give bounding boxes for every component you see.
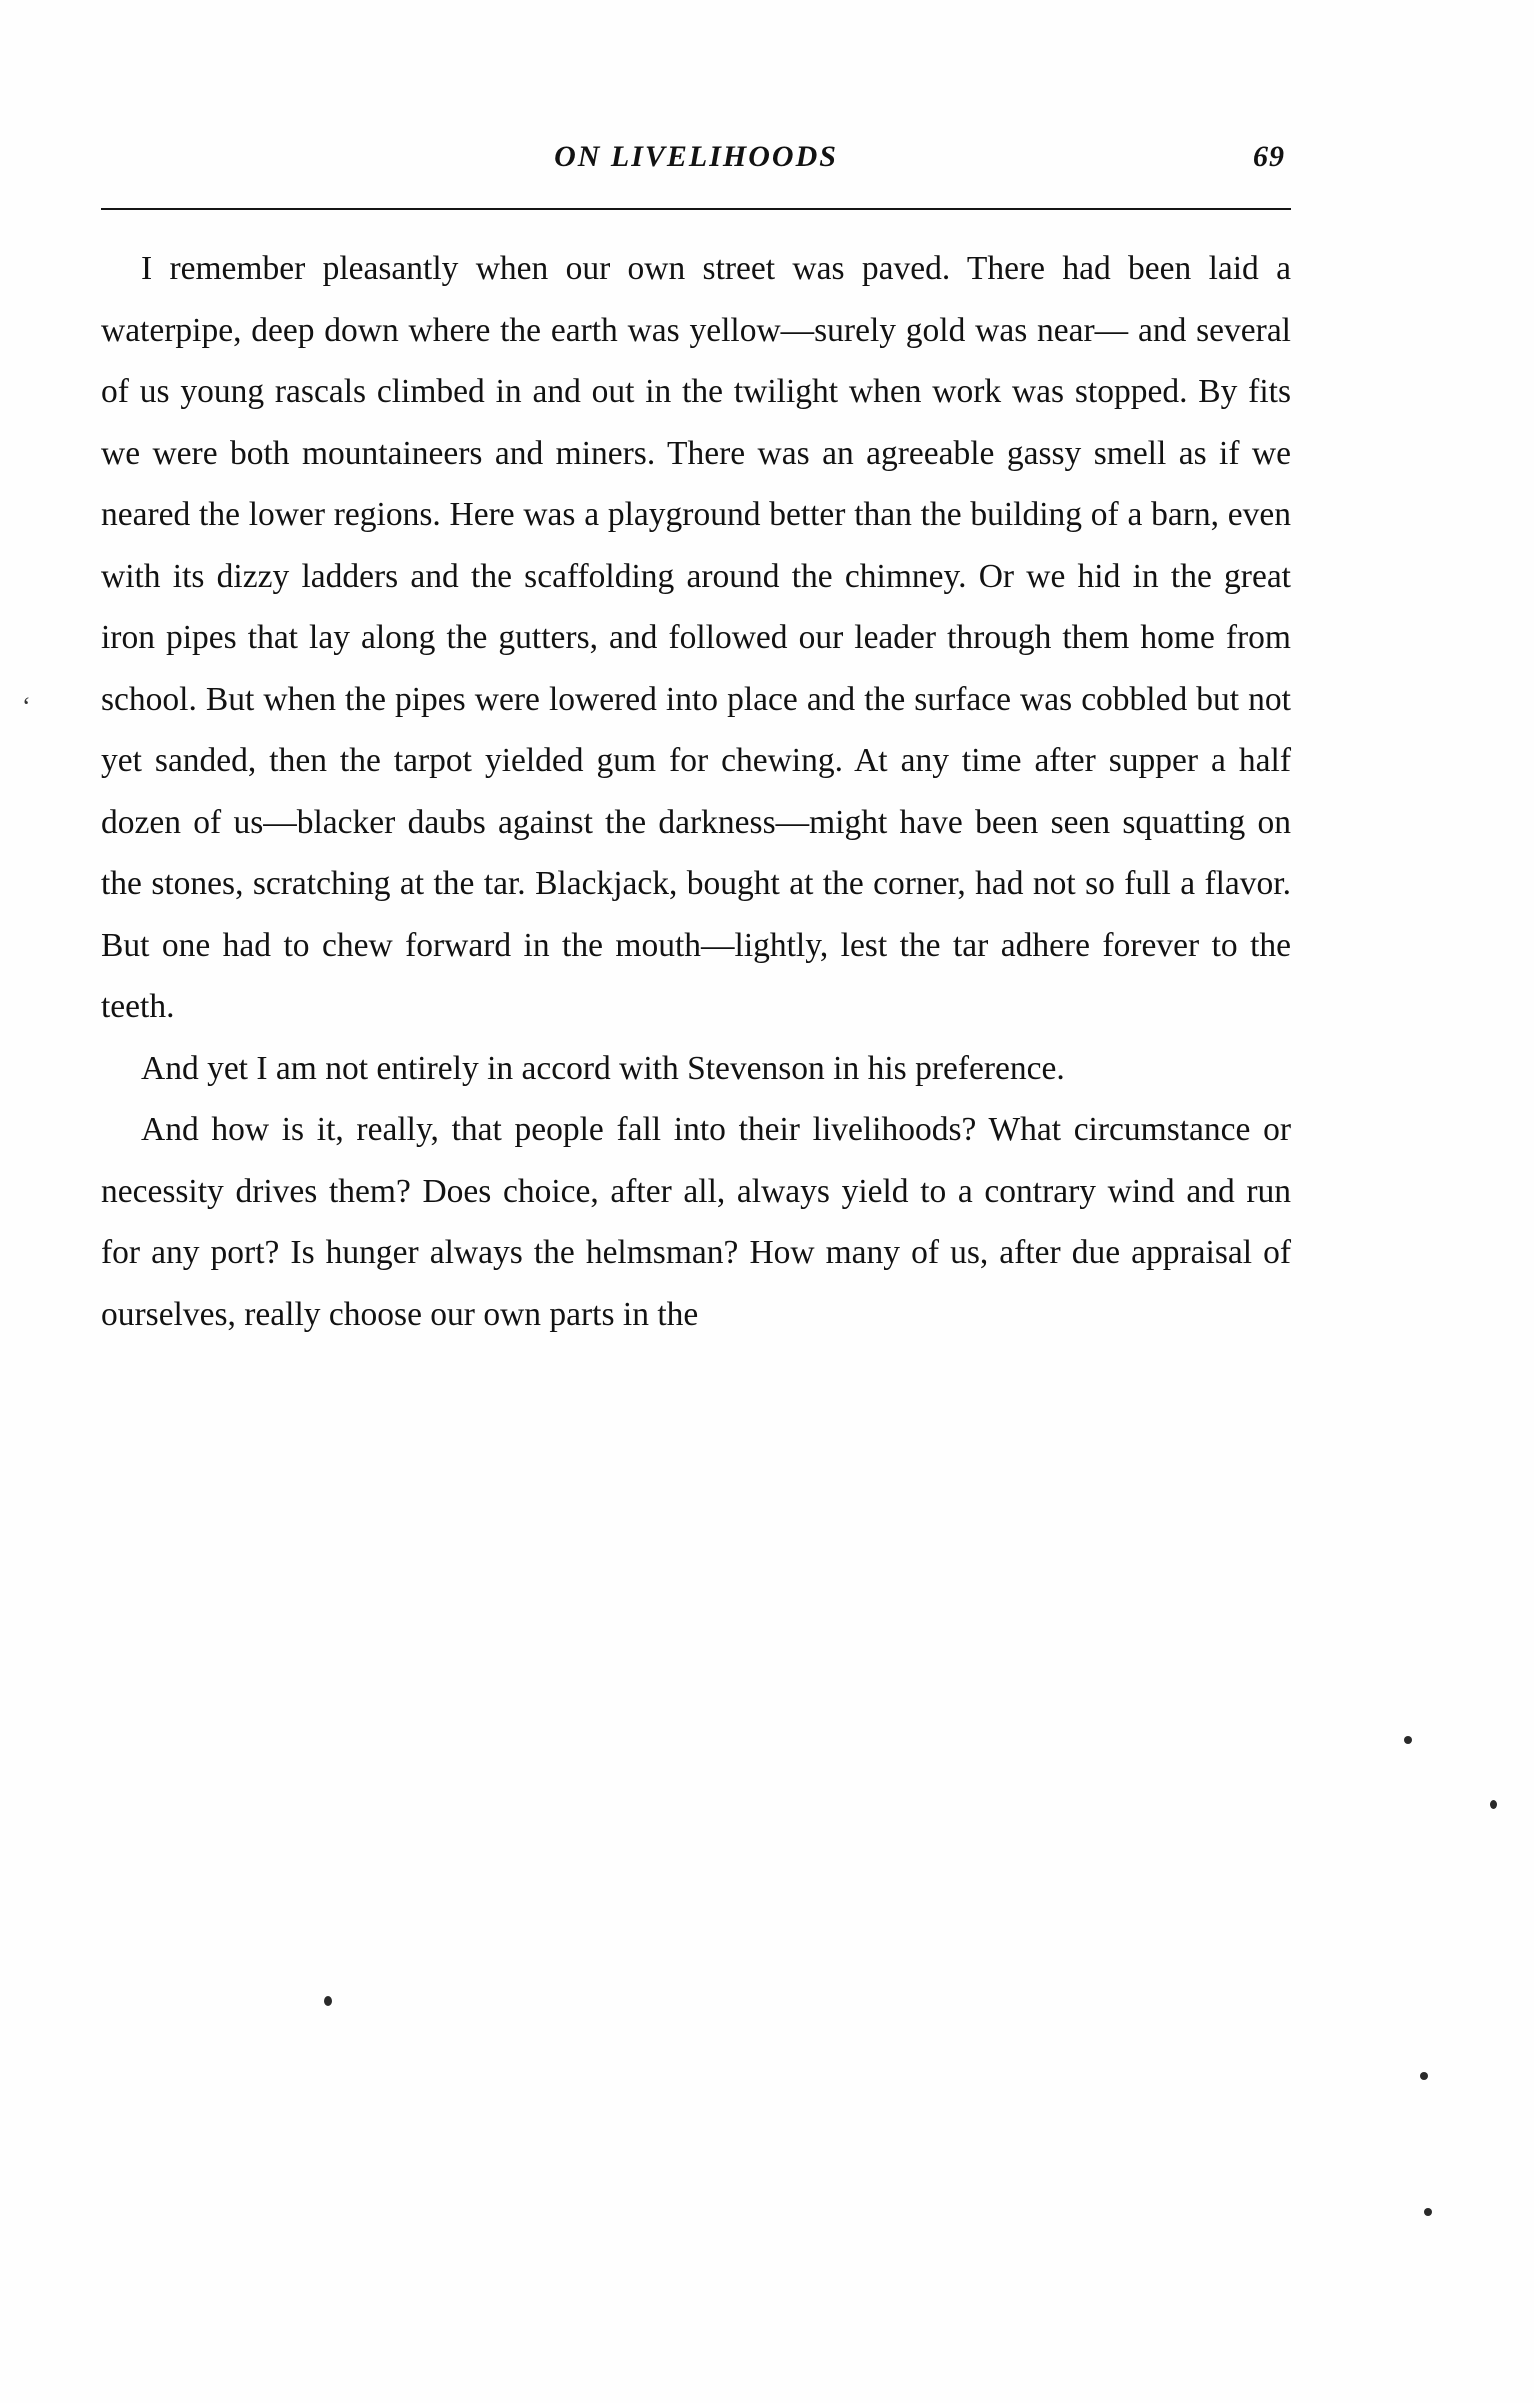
running-head [101,140,1291,202]
scan-speck [1424,2208,1432,2216]
scan-speck [324,1996,332,2006]
paragraph: And how is it, really, that people fall into their livelihoods? What circumstance or necessity drives them? Does choice, after all, always yield to a contrary wind and run for any port? Is hunger always the helmsman? How many of us, after due appraisal of ourselves, really choose our own parts in the [101,1111,1291,1333]
page-content [95,140,1350,1345]
header-rule [101,208,1291,210]
scan-speck [1420,2072,1428,2080]
scan-speck [1404,1736,1412,1744]
page-number: 69 [1253,140,1285,173]
body-text [101,238,1291,1345]
paragraph: And yet I am not entirely in accord with Stevenson in his preference. [141,1049,1065,1087]
paragraph: I remember pleasantly when our own street was paved. There had been laid a waterpipe, deep down where the earth was yellow—surely gold was near— and several of us young rascals climbed in and out in the twilight when work was stopped. By fits we were both mountaineers and miners. There was an agreeable gassy smell as if we neared the lower regions. Here was a playground better than the building of a barn, even with its dizzy ladders and the scaffolding around the chimney. Or we hid in the great iron pipes that lay along the gutters, and followed our leader through them home from school. But when the pipes were lowered into place and the surface was cobbled but not yet sanded, then the tarpot yielded gum for chewing. At any time after supper a half dozen of us—blacker daubs against the darkness—might have been seen squatting on the stones, scratching at the tar. Blackjack, bought at the corner, had not so full a flavor. But one had to chew forward in the mouth—lightly, lest the tar adhere forever to the teeth. [101,250,1291,1025]
margin-tick-mark: ‘ [22,692,31,721]
running-head-title: ON LIVELIHOODS [554,140,838,173]
scan-speck [1490,1800,1497,1809]
